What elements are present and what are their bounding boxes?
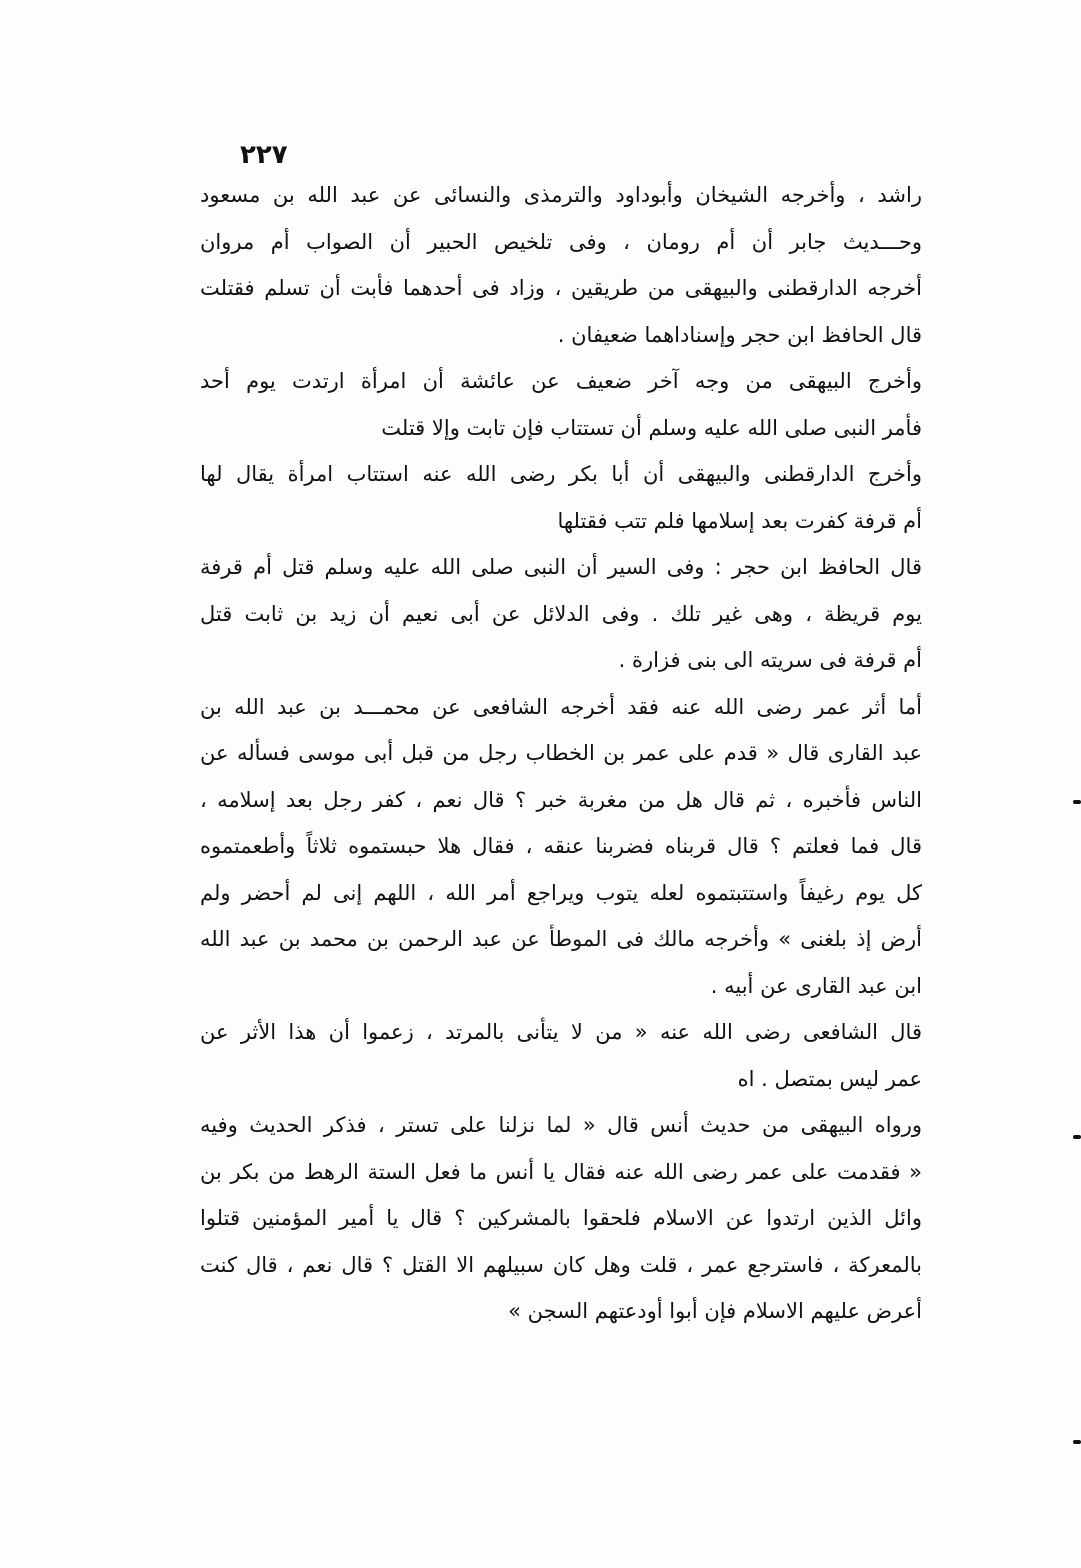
text-line: كل يوم رغيفاً واستتبتموه لعله يتوب ويراجع أمر الله ، اللهم إنى لم أحضر ولم xyxy=(200,880,922,905)
text-line: ورواه البيهقى من حديث أنس قال « لما نزلنا على تستر ، فذكر الحديث وفيه xyxy=(200,1113,922,1137)
paragraph xyxy=(200,172,922,358)
text-line: وأخرج البيهقى من وجه آخر ضعيف عن عائشة أن امرأة ارتدت يوم أحد xyxy=(200,369,922,393)
text-line: أعرض عليهم الاسلام فإن أبوا أودعتهم السجن » xyxy=(508,1299,922,1323)
text-line: راشد ، وأخرجه الشيخان وأبوداود والترمذى والنسائى عن عبد الله بن مسعود xyxy=(200,183,922,207)
text-line: وحـــديث جابر أن أم رومان ، وفى تلخيص الحبير أن الصواب أم مروان xyxy=(200,229,922,254)
text-line: عبد القارى قال « قدم على عمر بن الخطاب رجل من قبل أبى موسى فسأله عن xyxy=(200,741,922,765)
text-line: قال الحافظ ابن حجر : وفى السير أن النبى صلى الله عليه وسلم قتل أم قرفة xyxy=(200,555,922,579)
text-line: أما أثر عمر رضى الله عنه فقد أخرجه الشافعى عن محمـــد بن عبد الله بن xyxy=(200,694,922,719)
text-line: أخرجه الدارقطنى والبيهقى من طريقين ، وزاد فى أحدهما فأبت أن تسلم فقتلت xyxy=(200,276,922,300)
text-line: يوم قريظة ، وهى غير تلك . وفى الدلائل عن أبى نعيم أن زيد بن ثابت قتل xyxy=(200,601,922,626)
text-line: قال الحافظ ابن حجر وإسناداهما ضعيفان . xyxy=(557,322,922,347)
text-line: « فقدمت على عمر رضى الله عنه فقال يا أنس ما فعل الستة الرهط من بكر بن xyxy=(200,1159,922,1184)
text-line: ابن عبد القارى عن أبيه . xyxy=(710,973,922,998)
scan-speck-mark xyxy=(1073,1135,1081,1139)
paragraph xyxy=(200,1009,922,1102)
text-line: أم قرفة فى سريته الى بنى فزارة . xyxy=(618,648,922,672)
text-line: بالمعركة ، فاسترجع عمر ، قلت وهل كان سبيلهم الا القتل ؟ قال نعم ، قال كنت xyxy=(200,1252,922,1277)
text-line: قال فما فعلتم ؟ قال قربناه فضربنا عنقه ، فقال هلا حبستموه ثلاثاً وأطعمتموه xyxy=(200,834,922,858)
text-line: عمر ليس بمتصل . اه xyxy=(737,1066,922,1091)
text-line: وائل الذين ارتدوا عن الاسلام فلحقوا بالمشركين ؟ قال يا أمير المؤمنين قتلوا xyxy=(200,1206,922,1230)
paragraph xyxy=(200,1102,922,1335)
text-line: أم قرفة كفرت بعد إسلامها فلم تتب فقتلها xyxy=(557,508,922,533)
text-line: قال الشافعى رضى الله عنه « من لا يتأنى بالمرتد ، زعموا أن هذا الأثر عن xyxy=(200,1020,922,1044)
text-line: الناس فأخبره ، ثم قال هل من مغربة خبر ؟ قال نعم ، كفر رجل بعد إسلامه ، xyxy=(200,787,922,812)
paragraph xyxy=(200,358,922,451)
text-line: وأخرج الدارقطنى والبيهقى أن أبا بكر رضى الله عنه استتاب امرأة يقال لها xyxy=(200,462,922,486)
scan-speck-mark xyxy=(1073,1440,1081,1444)
arabic-text-body xyxy=(200,172,922,1335)
page-number: ٢٢٧ xyxy=(240,140,288,170)
paragraph xyxy=(200,451,922,544)
paragraph xyxy=(200,544,922,684)
scan-speck-mark xyxy=(1073,800,1081,804)
text-line: أرض إذ بلغنى » وأخرجه مالك فى الموطأ عن عبد الرحمن بن محمد بن عبد الله xyxy=(200,927,922,951)
paragraph xyxy=(200,684,922,1010)
text-line: فأمر النبى صلى الله عليه وسلم أن تستتاب فإن تابت وإلا قتلت xyxy=(381,415,922,440)
